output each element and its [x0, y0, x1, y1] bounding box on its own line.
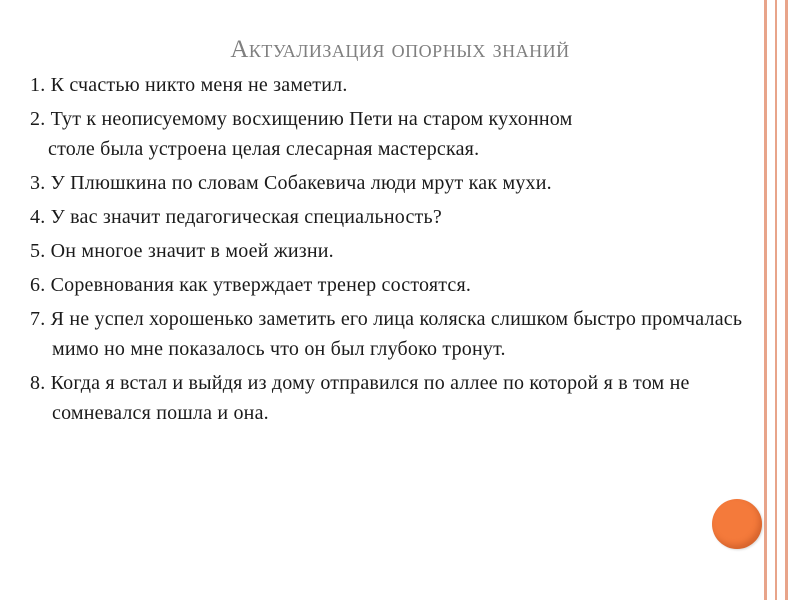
- list-item-text: 2. Тут к неописуемому восхищению Пети на старом кухонном: [30, 108, 573, 130]
- list-item-6: [30, 270, 755, 300]
- decorative-vertical-line-middle: [775, 0, 777, 600]
- decorative-orange-circle: [712, 499, 762, 549]
- decorative-vertical-line-right: [785, 0, 788, 600]
- list-item-text: 3. У Плюшкина по словам Собакевича люди мрут как мухи.: [30, 172, 552, 194]
- list-item-text: 5. Он многое значит в моей жизни.: [30, 240, 334, 262]
- list-item-text: 8. Когда я встал и выйдя из дому отправился по аллее по которой я в том не сомневался пошла и она.: [30, 372, 690, 424]
- list-item-7: [30, 304, 755, 364]
- list-item-text: 1. К счастью никто меня не заметил.: [30, 74, 348, 96]
- list-item-2: [30, 104, 755, 164]
- list-item-text: 6. Соревнования как утверждает тренер состоятся.: [30, 274, 472, 296]
- list-item-4: [30, 202, 755, 232]
- list-item-text: 7. Я не успел хорошенько заметить его лица коляска слишком быстро промчалась мимо но мне показалось что он был глубоко тронут.: [30, 308, 743, 360]
- sentence-list: [30, 70, 755, 432]
- list-item-8: [30, 368, 755, 428]
- list-item-5: [30, 236, 755, 266]
- decorative-vertical-line-left: [764, 0, 767, 600]
- list-item-continuation: столе была устроена целая слесарная мастерская.: [48, 138, 480, 160]
- list-item-1: [30, 70, 755, 100]
- list-item-3: [30, 168, 755, 198]
- list-item-text: 4. У вас значит педагогическая специальность?: [30, 206, 442, 228]
- slide-title: Актуализация опорных знаний: [230, 36, 570, 63]
